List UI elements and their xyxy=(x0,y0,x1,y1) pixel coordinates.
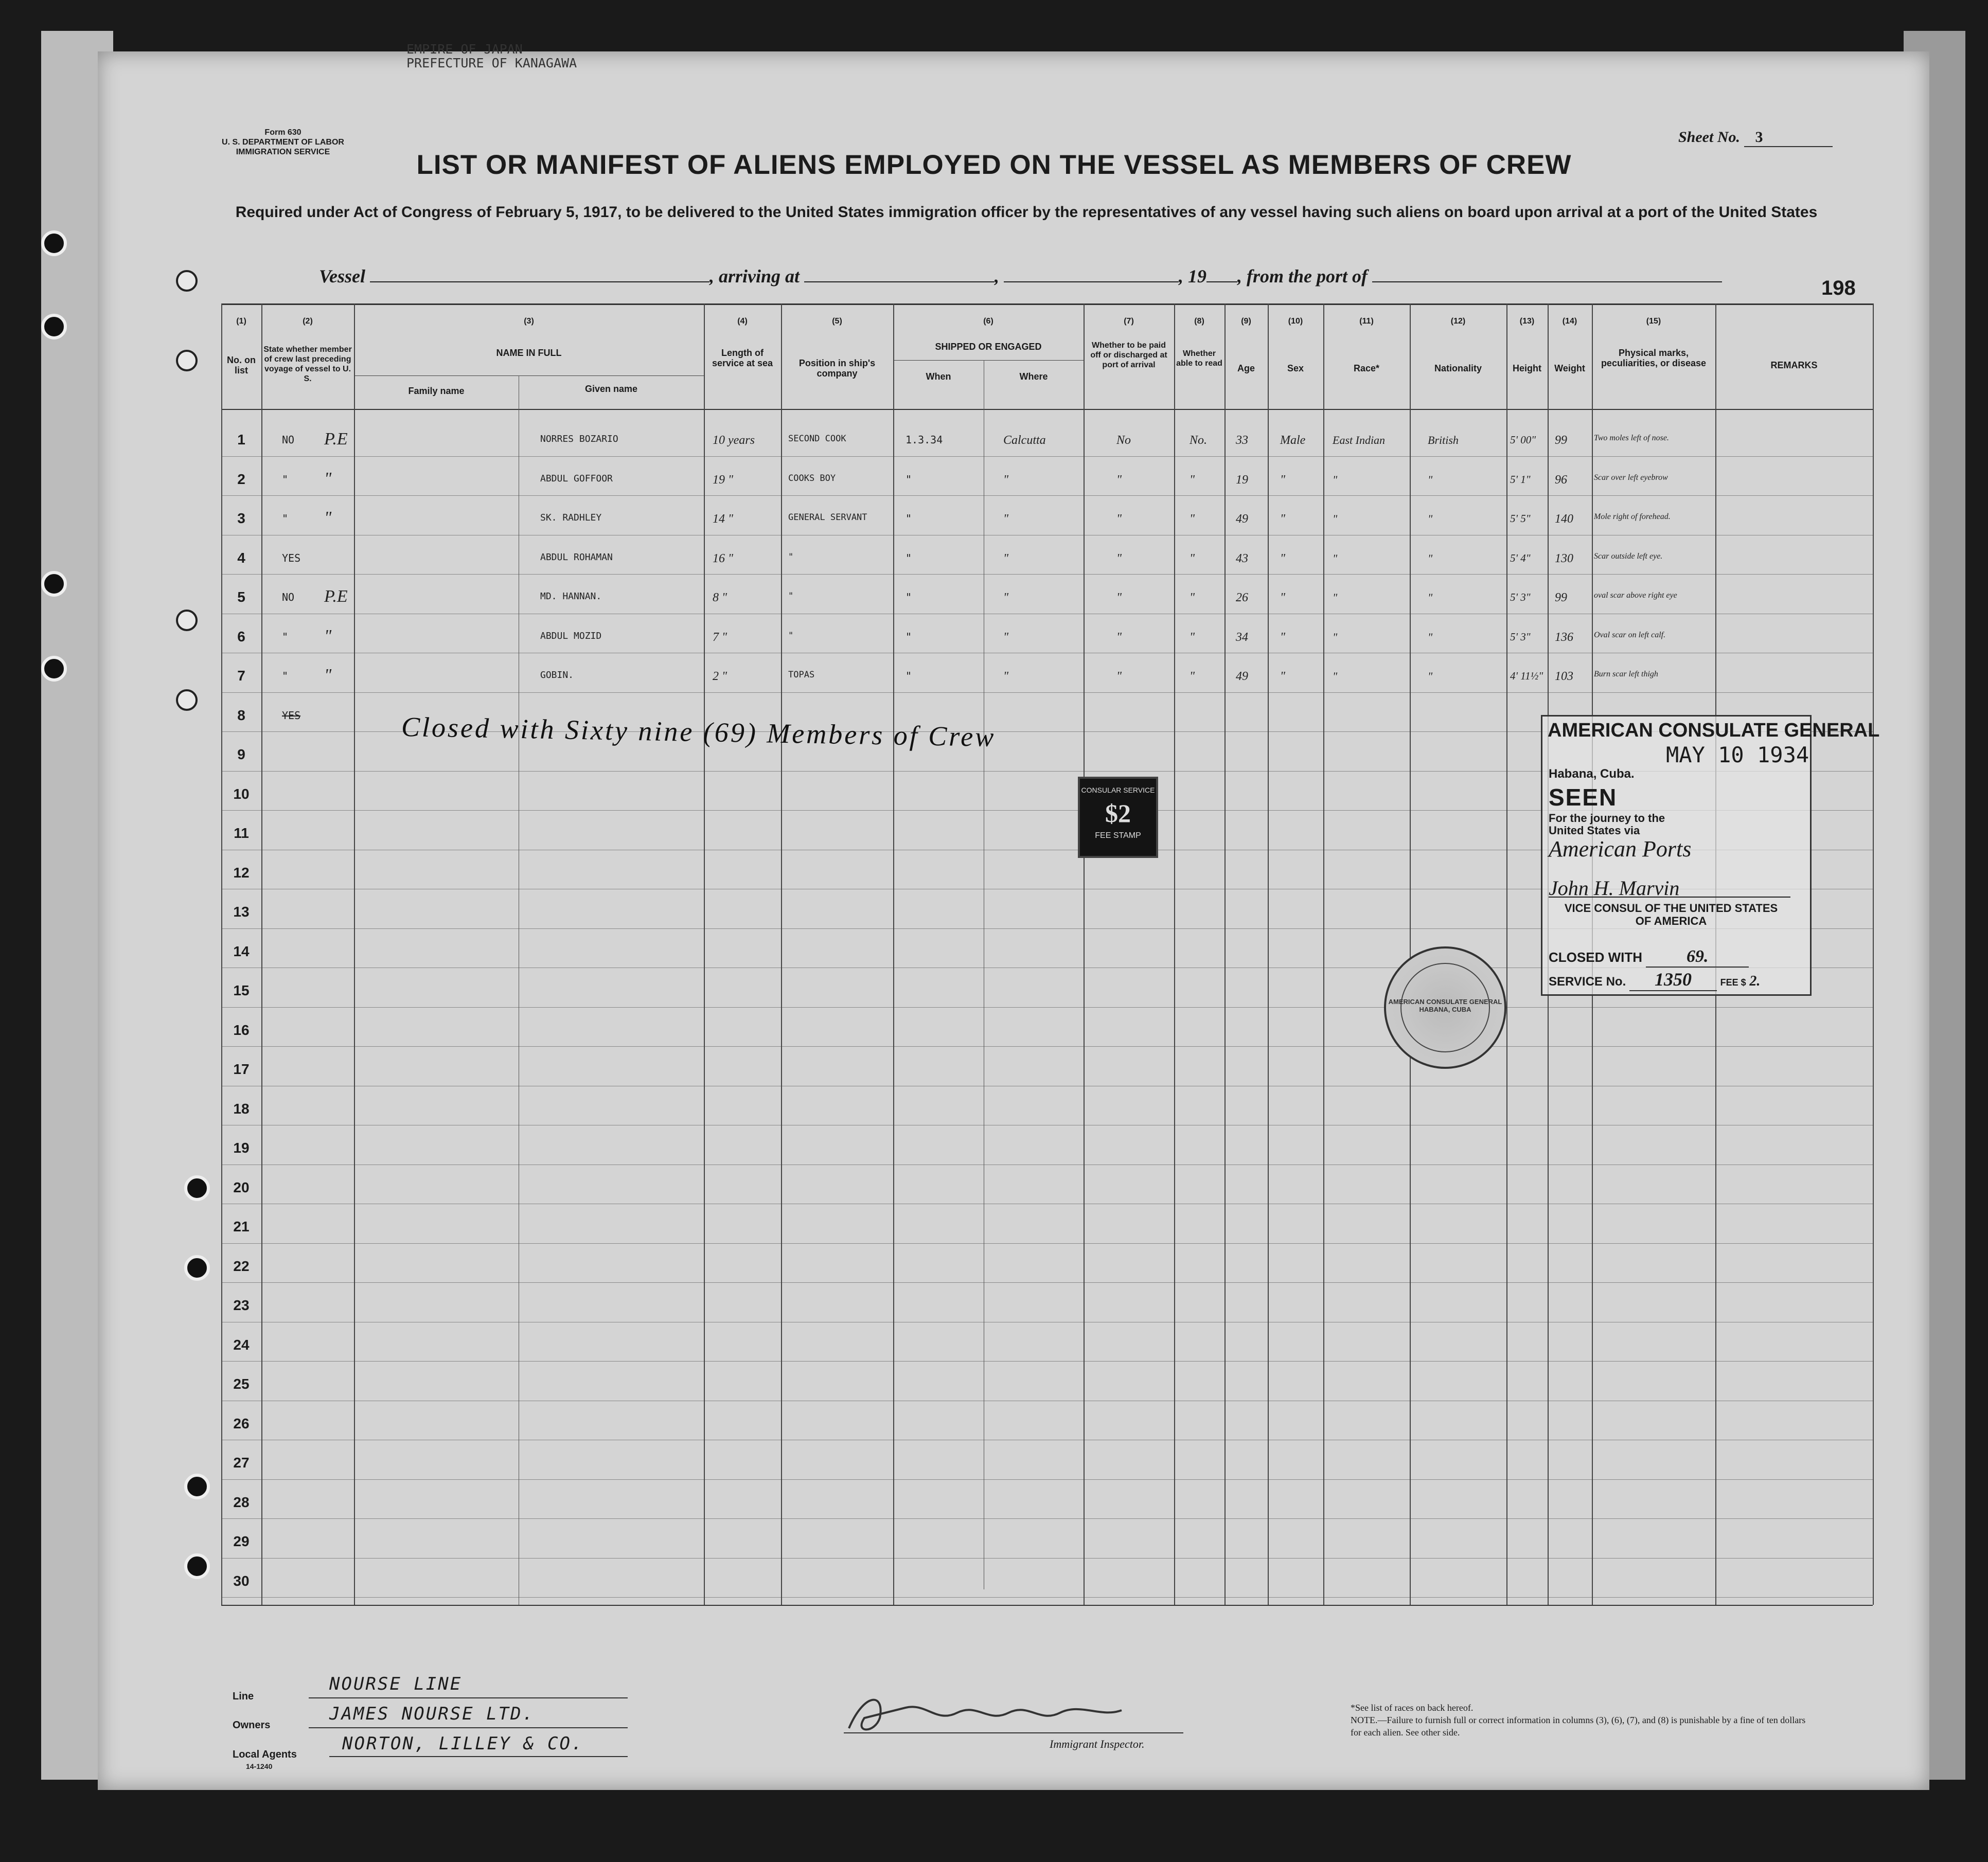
col-header-position: Position in ship's company xyxy=(798,358,876,379)
table-row-line xyxy=(221,1282,1873,1283)
cell-age: 34 xyxy=(1236,630,1248,644)
row-number: 7 xyxy=(237,668,245,684)
table-column-line xyxy=(261,303,262,1605)
col-header-nationality: Nationality xyxy=(1434,363,1482,373)
cell-nationality: " xyxy=(1428,630,1433,643)
col-num: (3) xyxy=(524,317,534,326)
col-num: (8) xyxy=(1194,317,1204,326)
table-top-border xyxy=(221,303,1873,305)
cell-length-of-service: 14 " xyxy=(713,512,734,526)
name-subheader-line xyxy=(354,375,704,376)
col-num: (9) xyxy=(1241,317,1251,326)
closed-with: CLOSED WITH 69. xyxy=(1549,947,1749,968)
cell-where: " xyxy=(1003,473,1009,487)
row-number: 22 xyxy=(233,1258,250,1274)
table-row-line xyxy=(221,1518,1873,1519)
inspector-signature xyxy=(833,1687,1183,1733)
row-number: 15 xyxy=(233,982,250,998)
top-prefecture-stamp: EMPIRE OF JAPAN PREFECTURE OF KANAGAWA xyxy=(406,42,577,70)
table-row-line xyxy=(221,692,1873,693)
row-number: 5 xyxy=(237,589,245,605)
page-subtitle: Required under Act of Congress of February 5, 1917, to be delivered to the United States immigration officer by the representatives of any vessel having such aliens on board upon arrival at a port of the United States xyxy=(235,204,1818,221)
cell-paid-off: " xyxy=(1116,551,1122,565)
page-title: LIST OR MANIFEST OF ALIENS EMPLOYED ON THE VESSEL AS MEMBERS OF CREW xyxy=(416,150,1572,180)
cell-race: " xyxy=(1333,473,1338,486)
col-header-able-to-read: Whether able to read xyxy=(1176,349,1222,368)
cell-height: 5' 3" xyxy=(1510,630,1531,643)
cell-position: " xyxy=(788,591,794,601)
cell-able-to-read: " xyxy=(1190,670,1195,683)
binder-hole xyxy=(41,571,67,597)
col-header-shipped: SHIPPED OR ENGAGED xyxy=(935,342,1042,352)
cell-length-of-service: 10 years xyxy=(713,434,755,447)
consulate-date: MAY 10 1934 xyxy=(1666,742,1809,767)
cell-where: " xyxy=(1003,591,1009,604)
cell-previous-voyage-mark: P.E xyxy=(324,587,348,606)
cell-weight: 136 xyxy=(1555,630,1573,644)
binder-hole xyxy=(184,1474,210,1499)
seen-label: SEEN xyxy=(1549,784,1618,811)
cell-previous-voyage-mark: " xyxy=(324,469,332,488)
cell-when: " xyxy=(906,473,912,486)
row-number: 28 xyxy=(233,1494,250,1510)
cell-paid-off: " xyxy=(1116,591,1122,604)
table-row-line xyxy=(221,1597,1873,1598)
sheet-number: Sheet No. 3 xyxy=(1678,129,1833,147)
cell-able-to-read: No. xyxy=(1190,434,1208,447)
row-number: 25 xyxy=(233,1376,250,1392)
col-num: (1) xyxy=(236,317,246,326)
cell-previous-voyage: " xyxy=(282,630,289,643)
cell-physical-marks: Scar outside left eye. xyxy=(1594,551,1663,561)
owners-label: Owners xyxy=(233,1720,271,1731)
cell-length-of-service: 8 " xyxy=(713,591,727,604)
binder-hole xyxy=(41,230,67,256)
cell-when: 1.3.34 xyxy=(906,434,943,446)
inspector-underline xyxy=(844,1732,1183,1733)
row-number: 8 xyxy=(237,707,245,723)
closed-with-note: Closed with Sixty nine (69) Members of Crew xyxy=(401,711,996,753)
binder-hole xyxy=(184,1553,210,1579)
cell-previous-voyage: " xyxy=(282,473,289,486)
cell-where: " xyxy=(1003,512,1009,526)
table-row-line xyxy=(221,495,1873,496)
row-number: 24 xyxy=(233,1336,250,1353)
row-number: 12 xyxy=(233,864,250,881)
cell-able-to-read: " xyxy=(1190,630,1195,644)
cell-weight: 96 xyxy=(1555,473,1567,487)
cell-age: 49 xyxy=(1236,670,1248,683)
cell-length-of-service: 16 " xyxy=(713,551,734,565)
cell-height: 5' 1" xyxy=(1510,473,1531,486)
agents-label: Local Agents xyxy=(233,1749,297,1760)
cell-age: 19 xyxy=(1236,473,1248,487)
page-number: 198 xyxy=(1821,277,1856,299)
cell-age: 33 xyxy=(1236,434,1248,447)
cell-position: SECOND COOK xyxy=(788,434,846,444)
consulate-header: AMERICAN CONSULATE GENERAL xyxy=(1548,720,1880,741)
col-num: (2) xyxy=(303,317,313,326)
cell-age: 43 xyxy=(1236,551,1248,565)
cell-length-of-service: 7 " xyxy=(713,630,727,644)
cell-previous-voyage-mark: " xyxy=(324,666,332,685)
cell-where: " xyxy=(1003,630,1009,644)
table-row-line xyxy=(221,1046,1873,1047)
col-header-height: Height xyxy=(1513,363,1541,373)
cell-previous-voyage-mark: " xyxy=(324,508,332,527)
cell-race: " xyxy=(1333,630,1338,643)
row-number: 18 xyxy=(233,1100,250,1117)
row-number: 21 xyxy=(233,1219,250,1234)
row-number: 19 xyxy=(233,1140,250,1156)
punch-ring xyxy=(176,270,198,292)
inspector-signature-scrawl xyxy=(833,1687,1183,1739)
col-header-name: NAME IN FULL xyxy=(496,348,562,358)
cell-able-to-read: " xyxy=(1190,591,1195,604)
ports-handwritten: American Ports xyxy=(1549,836,1692,862)
table-column-line xyxy=(781,303,782,1605)
cell-when: " xyxy=(906,551,912,564)
cell-given-name: GOBIN. xyxy=(540,670,574,681)
row-number: 23 xyxy=(233,1297,250,1313)
consulate-seal: AMERICAN CONSULATE GENERAL HABANA, CUBA xyxy=(1384,946,1506,1069)
cell-when: " xyxy=(906,670,912,682)
col-header-race: Race* xyxy=(1353,363,1380,373)
table-row-line xyxy=(221,1558,1873,1559)
cell-height: 5' 4" xyxy=(1510,551,1531,564)
col-num: (13) xyxy=(1519,317,1535,326)
cell-given-name: ABDUL ROHAMAN xyxy=(540,551,613,563)
table-row-line xyxy=(221,1361,1873,1362)
punch-ring xyxy=(176,689,198,711)
col-header-given-name: Given name xyxy=(584,384,638,394)
cell-height: 4' 11½" xyxy=(1510,670,1543,682)
vessel-line: Vessel , arriving at , , 19 , from the port of xyxy=(319,265,1722,287)
cell-nationality: British xyxy=(1428,434,1459,446)
cell-sex: " xyxy=(1280,670,1286,683)
punch-ring xyxy=(176,610,198,631)
table-column-line xyxy=(704,303,705,1605)
cell-previous-voyage: NO xyxy=(282,591,295,603)
cell-race: " xyxy=(1333,512,1338,525)
cell-when: " xyxy=(906,630,912,643)
cell-weight: 99 xyxy=(1555,434,1567,447)
cell-able-to-read: " xyxy=(1190,512,1195,526)
fee-stamp: CONSULAR SERVICE $2 FEE STAMP xyxy=(1078,777,1158,858)
col-num: (6) xyxy=(983,317,993,326)
col-header-physical-marks: Physical marks, peculiarities, or disease xyxy=(1601,348,1707,368)
agents-code: 14-1240 xyxy=(246,1762,273,1770)
row-number: 1 xyxy=(237,432,245,447)
cell-able-to-read: " xyxy=(1190,473,1195,487)
inspector-label: Immigrant Inspector. xyxy=(1050,1738,1145,1750)
header-bottom-border xyxy=(221,409,1873,410)
col-header-age: Age xyxy=(1237,363,1255,373)
table-column-line xyxy=(1323,303,1324,1605)
col-num: (14) xyxy=(1562,317,1577,326)
binder-hole xyxy=(184,1175,210,1201)
agents-underline xyxy=(329,1756,628,1757)
col-header-remarks: REMARKS xyxy=(1770,360,1818,370)
cell-where: " xyxy=(1003,670,1009,683)
consulate-city: Habana, Cuba. xyxy=(1549,767,1635,781)
cell-age: 49 xyxy=(1236,512,1248,526)
col-header-previous-voyage: State whether member of crew last preceding voyage of vessel to U. S. xyxy=(263,345,352,383)
row-number: 29 xyxy=(233,1533,250,1549)
binder-hole xyxy=(41,314,67,339)
col-header-length-of-service: Length of service at sea xyxy=(712,348,773,368)
table-column-line xyxy=(1873,303,1874,1605)
cell-paid-off: " xyxy=(1116,473,1122,487)
table-column-line xyxy=(354,303,355,1605)
col-header-paid-off: Whether to be paid off or discharged at port of arrival xyxy=(1090,341,1167,369)
table-row-line xyxy=(221,1007,1873,1008)
crew-table xyxy=(221,303,1873,1862)
owners-underline xyxy=(309,1727,628,1728)
cell-race: East Indian xyxy=(1333,434,1386,446)
col-header-where: Where xyxy=(1019,371,1048,382)
table-column-line xyxy=(1410,303,1411,1605)
table-column-line xyxy=(1268,303,1269,1605)
col-num: (11) xyxy=(1359,317,1374,326)
cell-position: " xyxy=(788,551,794,562)
binder-hole xyxy=(41,656,67,682)
row-number: 13 xyxy=(233,904,250,920)
table-row-line xyxy=(221,574,1873,575)
cell-sex: " xyxy=(1280,591,1286,604)
line-value: NOURSE LINE xyxy=(329,1674,463,1694)
cell-race: " xyxy=(1333,670,1338,683)
cell-when: " xyxy=(906,512,912,525)
owners-value: JAMES NOURSE LTD. xyxy=(329,1704,535,1724)
cell-sex: " xyxy=(1280,473,1286,487)
row-number: 30 xyxy=(233,1572,250,1589)
row-number: 11 xyxy=(234,825,249,841)
row-number: 4 xyxy=(237,549,245,566)
cell-previous-voyage: NO xyxy=(282,434,295,446)
cell-nationality: " xyxy=(1428,670,1433,683)
cell-weight: 140 xyxy=(1555,512,1573,526)
binder-hole xyxy=(184,1255,210,1281)
cell-previous-voyage-mark: P.E xyxy=(324,429,348,449)
cell-physical-marks: oval scar above right eye xyxy=(1594,591,1677,600)
row-number: 9 xyxy=(237,746,245,762)
cell-position: " xyxy=(788,630,794,641)
col-num: (12) xyxy=(1450,317,1466,326)
cell-physical-marks: Oval scar on left calf. xyxy=(1594,630,1666,639)
row-number: 2 xyxy=(237,471,245,487)
cell-nationality: " xyxy=(1428,512,1433,525)
cell-position: COOKS BOY xyxy=(788,473,836,484)
table-column-line xyxy=(1224,303,1226,1605)
cell-height: 5' 5" xyxy=(1510,512,1531,525)
table-column-line xyxy=(893,303,894,1605)
cell-paid-off: " xyxy=(1116,630,1122,644)
row-number: 16 xyxy=(233,1022,250,1038)
cell-given-name: ABDUL MOZID xyxy=(540,630,602,641)
table-row-line xyxy=(221,1479,1873,1480)
row-number: 26 xyxy=(233,1415,250,1431)
line-underline xyxy=(309,1697,628,1698)
agents-value: NORTON, LILLEY & CO. xyxy=(342,1733,584,1754)
cell-able-to-read: " xyxy=(1190,551,1195,565)
cell-nationality: " xyxy=(1428,551,1433,565)
cell-paid-off: " xyxy=(1116,512,1122,526)
vice-consul-title: VICE CONSUL OF THE UNITED STATES OF AMERICA xyxy=(1564,902,1778,927)
cell-where: " xyxy=(1003,551,1009,565)
cell-length-of-service: 19 " xyxy=(713,473,734,487)
col-header-sex: Sex xyxy=(1287,363,1304,373)
journey-label: For the journey to the United States via xyxy=(1549,812,1665,837)
col-header-no: No. on list xyxy=(227,355,256,375)
form-identifier: Form 630 U. S. DEPARTMENT OF LABOR IMMIGRATION SERVICE xyxy=(222,128,344,156)
cell-age: 26 xyxy=(1236,591,1248,604)
cell-where: Calcutta xyxy=(1003,434,1046,447)
col-num: (4) xyxy=(737,317,748,326)
cell-previous-voyage: YES xyxy=(282,551,301,564)
cell-height: 5' 3" xyxy=(1510,591,1531,603)
shipped-subheader-line xyxy=(893,360,1084,361)
cell-physical-marks: Mole right of forehead. xyxy=(1594,512,1671,521)
cell-previous-voyage: " xyxy=(282,512,289,525)
table-column-line xyxy=(1174,303,1175,1605)
cell-sex: " xyxy=(1280,512,1286,526)
row-number: 3 xyxy=(237,510,245,526)
cell-race: " xyxy=(1333,551,1338,565)
footer-note: *See list of races on back hereof. NOTE.—Failure to furnish full or correct information in columns (3), (6), (7), and (8) is punishable by a fine of ten dollars for each alien. See other side. xyxy=(1351,1703,1806,1738)
cell-height: 5' 00" xyxy=(1510,434,1536,446)
row-number: 20 xyxy=(233,1179,250,1195)
cell-weight: 103 xyxy=(1555,670,1573,683)
col-num: (7) xyxy=(1124,317,1134,326)
cell-given-name: NORRES BOZARIO xyxy=(540,434,618,444)
cell-previous-voyage-mark: " xyxy=(324,626,332,646)
cell-sex: Male xyxy=(1280,434,1306,447)
table-row-line xyxy=(221,456,1873,457)
cell-previous-voyage: YES xyxy=(282,709,301,722)
col-header-weight: Weight xyxy=(1554,363,1585,373)
cell-position: TOPAS xyxy=(788,670,815,680)
row-number: 6 xyxy=(237,628,245,644)
table-bottom-border xyxy=(221,1605,1873,1606)
cell-nationality: " xyxy=(1428,591,1433,604)
table-column-line xyxy=(1084,303,1085,1605)
cell-sex: " xyxy=(1280,551,1286,565)
cell-race: " xyxy=(1333,591,1338,604)
col-header-when: When xyxy=(926,371,951,382)
line-label: Line xyxy=(233,1691,254,1702)
service-number: SERVICE No. 1350 FEE $ 2. xyxy=(1549,969,1760,991)
consulate-stamp xyxy=(1541,715,1880,996)
vice-consul-signature: John H. Marvin xyxy=(1549,876,1790,898)
col-num: (15) xyxy=(1646,317,1661,326)
row-number: 27 xyxy=(233,1455,250,1471)
cell-given-name: ABDUL GOFFOOR xyxy=(540,473,613,484)
cell-paid-off: " xyxy=(1116,670,1122,683)
cell-length-of-service: 2 " xyxy=(713,670,727,683)
cell-paid-off: No xyxy=(1116,434,1131,447)
cell-weight: 99 xyxy=(1555,591,1567,604)
punch-ring xyxy=(176,350,198,371)
cell-sex: " xyxy=(1280,630,1286,644)
row-number: 14 xyxy=(233,943,250,959)
table-row-line xyxy=(221,1243,1873,1244)
row-number: 10 xyxy=(233,785,250,802)
row-number: 17 xyxy=(233,1061,250,1077)
cell-when: " xyxy=(906,591,912,603)
cell-given-name: MD. HANNAN. xyxy=(540,591,602,602)
cell-given-name: SK. RADHLEY xyxy=(540,512,602,523)
col-num: (10) xyxy=(1288,317,1303,326)
cell-physical-marks: Two moles left of nose. xyxy=(1594,434,1669,442)
cell-physical-marks: Burn scar left thigh xyxy=(1594,670,1658,678)
cell-previous-voyage: " xyxy=(282,670,289,682)
cell-position: GENERAL SERVANT xyxy=(788,512,867,523)
col-num: (5) xyxy=(832,317,842,326)
col-header-family-name: Family name xyxy=(408,386,465,396)
cell-physical-marks: Scar over left eyebrow xyxy=(1594,473,1668,482)
cell-weight: 130 xyxy=(1555,551,1573,565)
cell-nationality: " xyxy=(1428,473,1433,486)
table-column-line xyxy=(1506,303,1507,1605)
